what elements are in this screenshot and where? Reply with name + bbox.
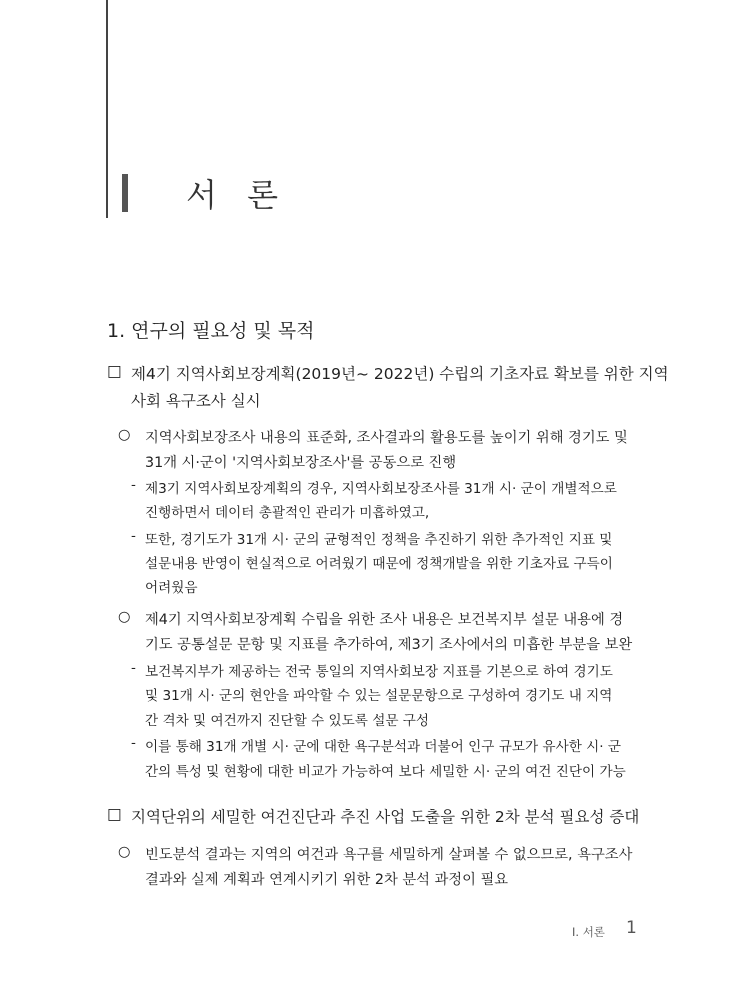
circle-bullet: ○ <box>118 427 131 443</box>
paragraph-1-line-2: 사회 욕구조사 실시 <box>131 392 261 410</box>
circle-item-1-line-1: 지역사회보장조사 내용의 표준화, 조사결과의 활용도를 높이기 위해 경기도 및 <box>145 430 628 446</box>
dash-item-3-line-2: 및 31개 시· 군의 현안을 파악할 수 있는 설문문항으로 구성하여 경기도 내 지역 <box>145 688 613 704</box>
circle-item-2-line-1: 제4기 지역사회보장계획 수립을 위한 조사 내용은 보건복지부 설문 내용에 경 <box>145 612 624 628</box>
dash-bullet: - <box>131 660 136 676</box>
dash-item-2-line-2: 설문내용 반영이 현실적으로 어려웠기 때문에 정책개발을 위한 기초자료 구득이 <box>145 556 613 572</box>
dash-item-3-line-1: 보건복지부가 제공하는 전국 통일의 지역사회보장 지표를 기본으로 하여 경기도 <box>145 664 613 680</box>
dash-bullet: - <box>131 735 136 751</box>
page-number: 1 <box>626 918 637 938</box>
chapter-divider-line <box>106 0 108 218</box>
dash-item-2-line-1: 또한, 경기도가 31개 시· 군의 균형적인 정책을 추진하기 위한 추가적인 지표 및 <box>145 532 613 548</box>
circle-item-1-line-2: 31개 시·군이 '지역사회보장조사'를 공동으로 진행 <box>145 455 457 471</box>
dash-item-1-line-1: 제3기 지역사회보장계획의 경우, 지역사회보장조사를 31개 시· 군이 개별적으로 <box>145 481 617 497</box>
chapter-marker-bar <box>122 174 128 212</box>
dash-item-4-line-2: 간의 특성 및 현황에 대한 비교가 가능하여 보다 세밀한 시· 군의 여건 진단이 가능 <box>145 764 626 780</box>
circle-bullet: ○ <box>118 844 131 860</box>
chapter-title: 서 론 <box>186 176 288 214</box>
paragraph-1-line-1: 제4기 지역사회보장계획(2019년~ 2022년) 수립의 기초자료 확보를 위한 지역 <box>131 365 669 383</box>
square-bullet: □ <box>107 362 122 380</box>
circle-item-3-line-2: 결과와 실제 계획과 연계시키기 위한 2차 분석 과정이 필요 <box>145 872 509 888</box>
square-bullet: □ <box>107 805 122 823</box>
circle-bullet: ○ <box>118 609 131 625</box>
section-title: 1. 연구의 필요성 및 목적 <box>107 320 315 342</box>
dash-item-3-line-3: 간 격차 및 여건까지 진단할 수 있도록 설문 구성 <box>145 713 430 729</box>
dash-item-1-line-2: 진행하면서 데이터 총괄적인 관리가 미흡하였고, <box>145 505 430 521</box>
dash-item-2-line-3: 어려웠음 <box>145 580 198 596</box>
dash-item-4-line-1: 이를 통해 31개 개별 시· 군에 대한 욕구분석과 더불어 인구 규모가 유사한 시· 군 <box>145 739 622 755</box>
dash-bullet: - <box>131 477 136 493</box>
dash-bullet: - <box>131 528 136 544</box>
circle-item-2-line-2: 기도 공통설문 문항 및 지표를 추가하여, 제3기 조사에서의 미흡한 부분을 보완 <box>145 637 633 653</box>
footer-chapter-label: Ⅰ. 서론 <box>572 925 605 939</box>
paragraph-2-line-1: 지역단위의 세밀한 여건진단과 추진 사업 도출을 위한 2차 분석 필요성 증대 <box>131 808 640 826</box>
circle-item-3-line-1: 빈도분석 결과는 지역의 여건과 욕구를 세밀하게 살펴볼 수 없으므로, 욕구조사 <box>145 847 633 863</box>
